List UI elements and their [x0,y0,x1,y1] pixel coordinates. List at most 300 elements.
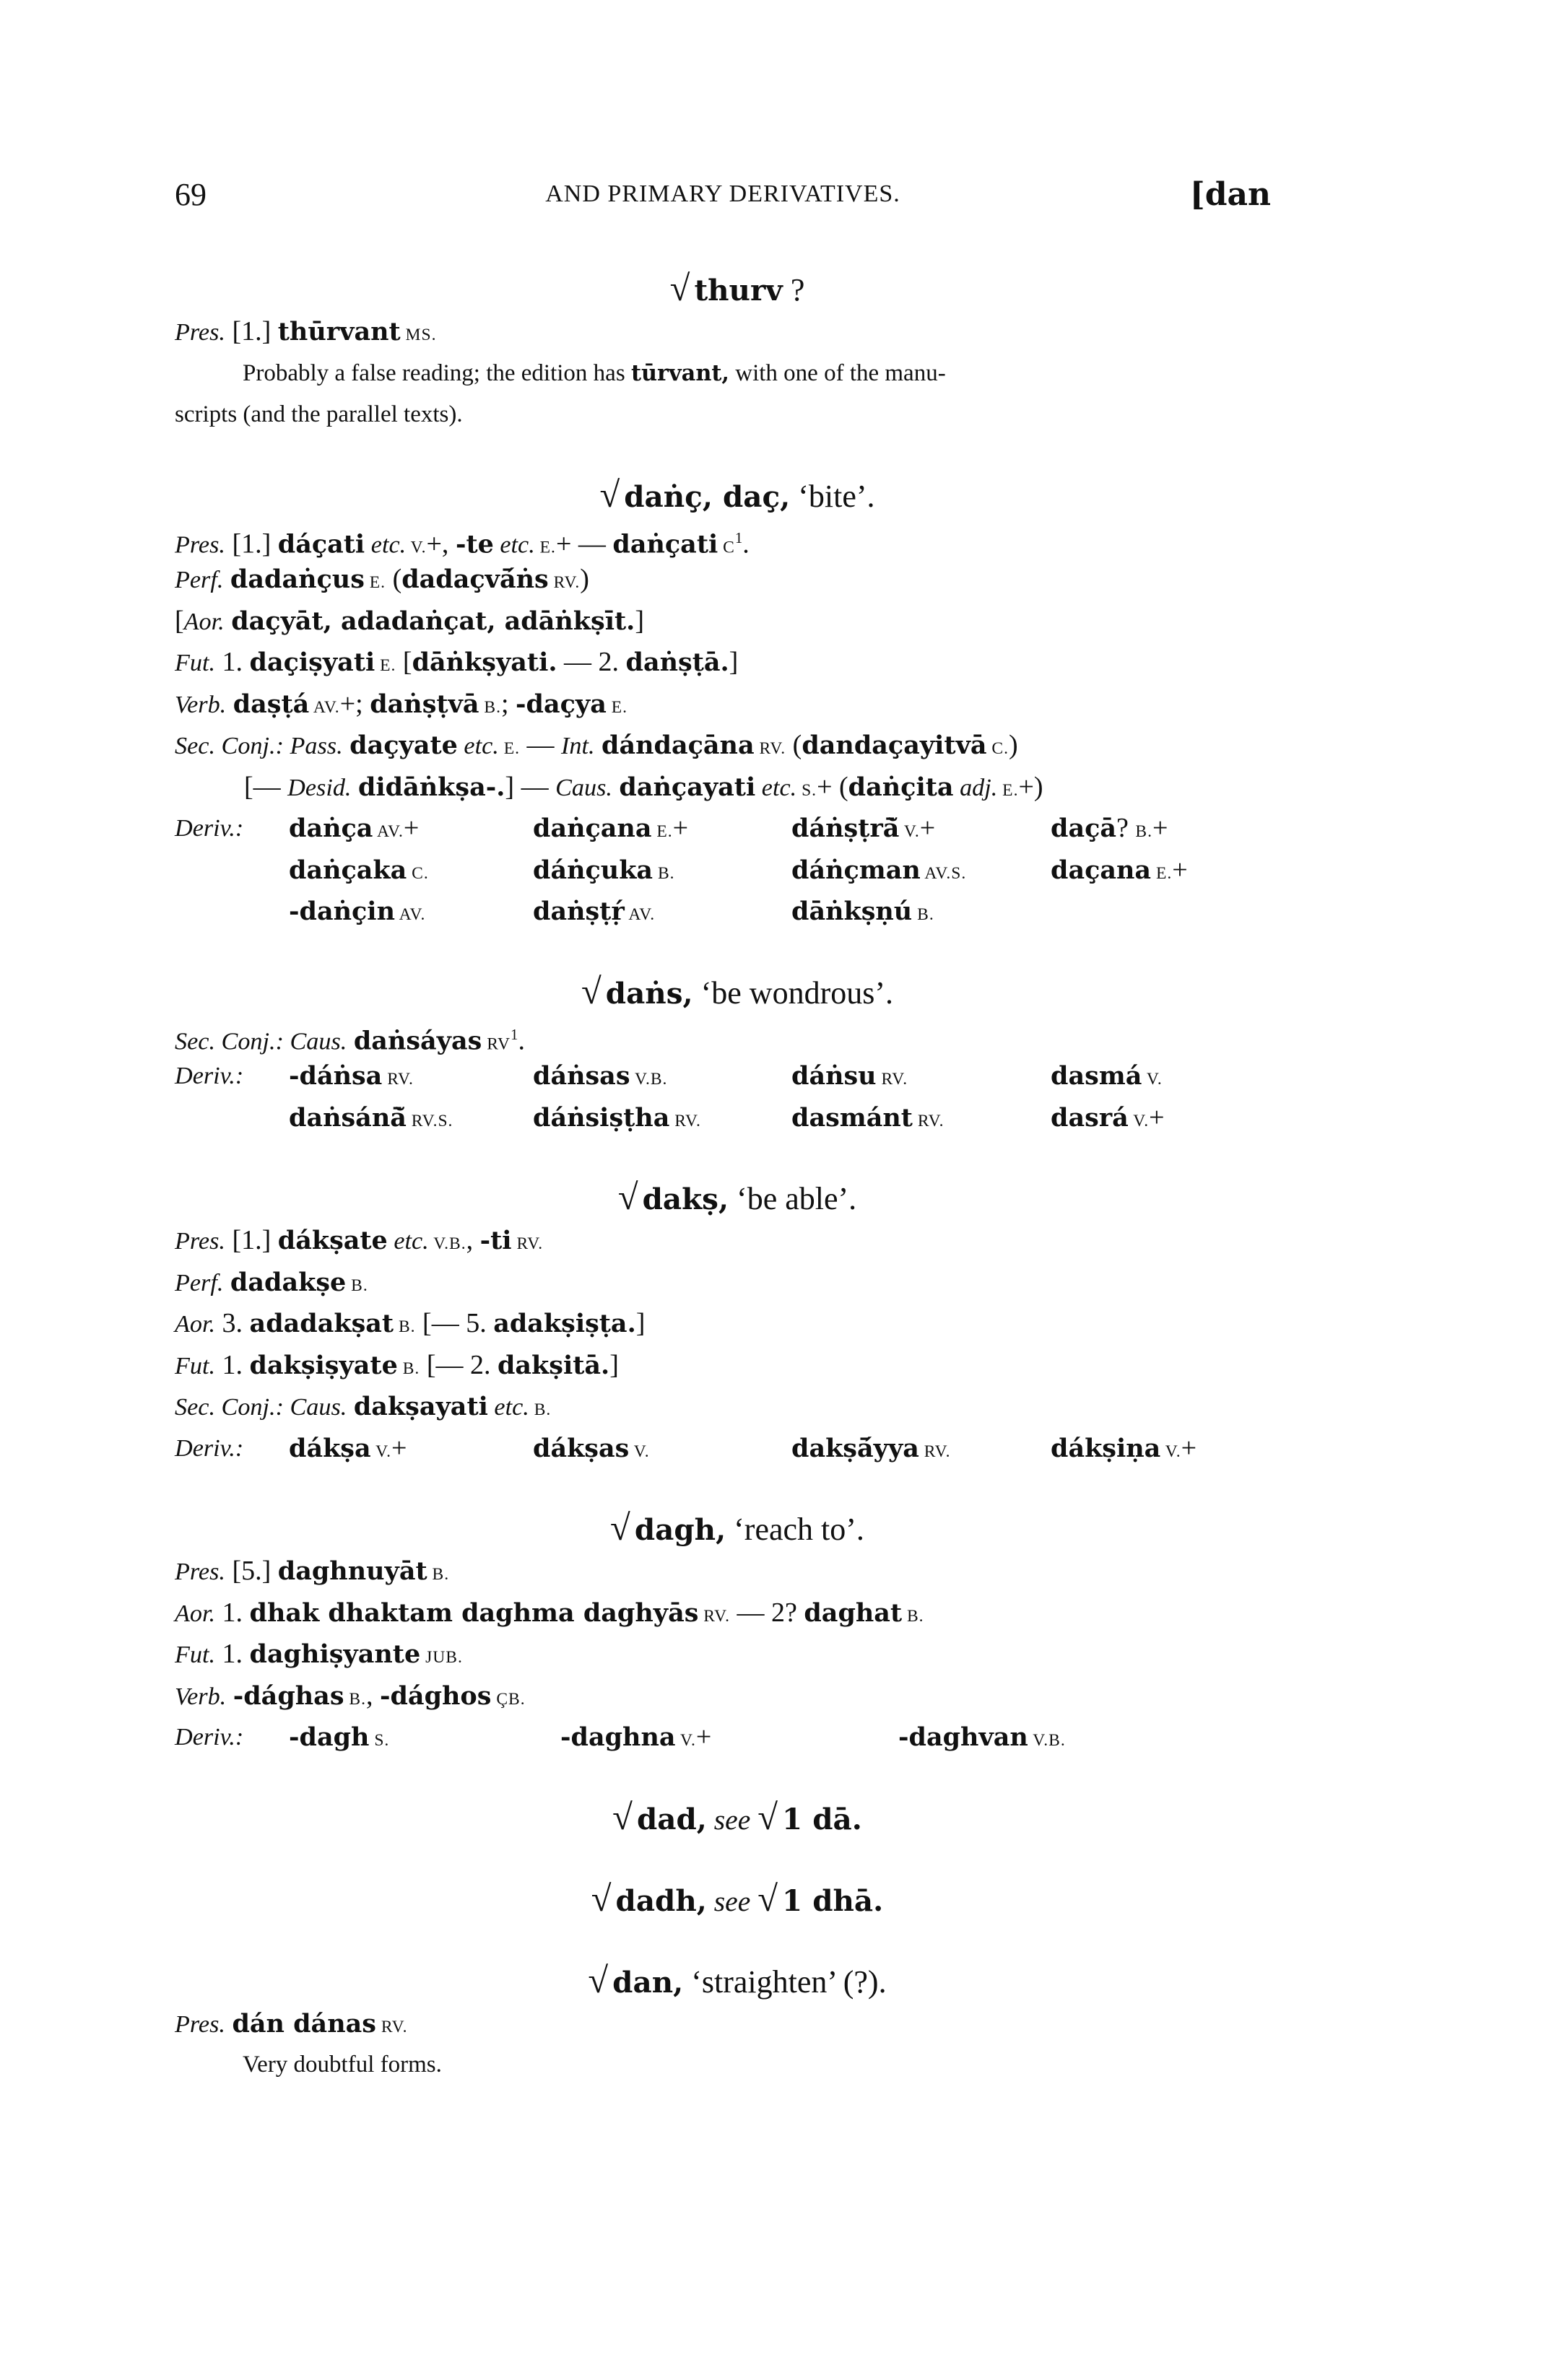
word-form: dandaçayitvā [802,731,987,760]
source-abbreviation: E. [534,538,556,557]
text: 1. [215,1349,250,1380]
dictionary-entries [175,230,1271,2086]
text: ) [1009,730,1018,760]
source-abbreviation: V. [1160,1442,1181,1461]
derivative-item [1051,1428,1197,1473]
word-form: adadakṣat [249,1309,394,1338]
deriv-label: Deriv.: [175,1724,244,1751]
grammar-label: Sec. Conj.: Caus. [175,1394,347,1421]
word-form: dákṣa [289,1433,371,1463]
word-form: dasmá [1051,1061,1142,1091]
source-abbreviation: B. [427,1565,450,1584]
grammar-label: see [706,1803,758,1836]
grammar-label: adj. [953,774,998,801]
derivative-item [533,1428,650,1473]
derivative-item [533,1055,667,1101]
text: + [1181,1432,1197,1463]
word-form: dakṣ, [642,1182,729,1216]
text: + [1149,1102,1165,1133]
word-form: dáṅsu [791,1061,877,1091]
text [347,1025,354,1055]
source-abbreviation: MS. [400,326,437,344]
root-sign-icon: √ [757,1796,778,1837]
entry-line [175,518,1271,559]
grammar-label: Caus. [555,774,612,801]
grammar-label: Pres. [175,1228,225,1255]
word-form: daṣṭá [233,689,310,719]
grammar-label: etc. [493,531,535,559]
root-sign-icon: √ [581,970,602,1011]
root-sign-icon: √ [591,1878,612,1919]
text: ] [635,605,644,636]
derivatives-row [175,1717,1271,1758]
text: ‘be wondrous’. [692,975,893,1011]
derivative-item [898,1717,1066,1762]
text [351,772,358,802]
source-abbreviation: V. [406,538,427,557]
derivative-item [289,1428,407,1473]
word-form: dákṣiṇa [1051,1433,1161,1463]
source-abbreviation: RV.S. [406,1111,453,1130]
word-form: daçā [1051,814,1117,843]
word-form: daṅçaka [289,855,407,885]
grammar-label: see [706,1885,758,1917]
text: + [403,813,420,843]
derivatives-row [175,808,1271,850]
guide-word: [dan [1189,176,1271,213]
running-title: AND PRIMARY DERIVATIVES. [545,180,900,207]
source-abbreviation: V. [899,822,920,841]
word-form: daṅṣṭvā [370,689,479,719]
word-form: -daṅçin [289,897,395,926]
text: Probably a false reading; the edition has [243,359,631,386]
page-number: 69 [175,177,207,212]
derivative-item [791,808,935,853]
source-abbreviation: B. [912,905,934,924]
word-form: dad, [636,1801,707,1836]
text: ) [580,564,589,594]
word-form: dan, [612,1964,684,2000]
word-form: daçyāt, adadaṅçat, adāṅkṣīt. [231,606,635,636]
text: [5.] [225,1556,278,1586]
entry-line [175,1634,1271,1675]
word-form: dákṣas [533,1433,630,1463]
text: [— 2. [420,1349,498,1380]
text: + [672,813,689,843]
source-abbreviation: RV. [669,1111,701,1130]
word-form: dadaṅçus [230,565,365,594]
entry-heading [175,266,1271,311]
source-abbreviation: E. [651,822,673,841]
text: [— 5. [415,1308,494,1338]
text: +; [339,688,370,719]
source-abbreviation: V. [675,1731,696,1750]
root-entry [175,266,1271,436]
source-abbreviation: RV. [511,1234,544,1253]
word-form: dakṣā́yya [791,1433,919,1463]
word-form: -dagh [289,1722,370,1752]
text: + [391,1432,407,1463]
source-abbreviation: C. [986,739,1009,758]
source-abbreviation: RV. [382,1070,414,1089]
source-abbreviation: B. [479,697,501,717]
text: 1. [215,647,250,677]
word-form: thūrvant [277,317,401,346]
derivatives-row [175,1428,1271,1470]
source-abbreviation: E. [364,573,386,592]
derivatives-row [175,1097,1271,1139]
text: + [1172,854,1188,885]
word-form: daṅsánā̆ [289,1102,407,1133]
grammar-label: Verb. [175,691,227,718]
entry-line [175,1220,1271,1262]
word-form: daçyate [349,731,458,760]
entry-line [175,1592,1271,1634]
source-abbreviation: RV. [548,573,581,592]
word-form: 1 dhā. [781,1883,884,1918]
source-abbreviation: RV. [912,1111,944,1130]
derivative-item [289,891,425,936]
text: — [519,730,561,760]
word-form: -daghna [560,1722,676,1752]
source-abbreviation: S. [369,1731,390,1750]
word-form: didāṅkṣa-. [357,772,505,802]
text: ] [635,1308,646,1338]
entry-line [175,311,1271,353]
root-entry [175,1876,1271,1922]
text: 3. [215,1308,250,1338]
grammar-label: Pres. [175,1559,225,1585]
word-form: dadakṣe [230,1267,347,1297]
derivative-item [1051,850,1188,895]
text: — 2. [557,647,626,677]
word-form: 1 dā. [781,1801,862,1836]
word-form: dáṅçman [791,855,921,885]
derivative-item [1051,1055,1163,1101]
word-form: tūrvant, [630,359,730,386]
root-sign-icon: √ [617,1177,638,1217]
text: ( [386,564,402,594]
derivative-item [791,891,934,936]
word-form: daṅça [289,814,373,843]
word-form: dakṣitā. [497,1350,610,1380]
root-sign-icon: √ [612,1796,633,1837]
derivative-item [791,1097,944,1143]
word-form: dándaçāna [602,731,755,760]
source-abbreviation: C [718,538,735,557]
text [226,1681,233,1711]
text: + ( [817,771,848,802]
entry-line [175,559,1271,601]
entry-line [175,1675,1271,1717]
text [223,1267,230,1297]
source-abbreviation: V.B. [630,1070,668,1089]
source-abbreviation: JUB. [420,1648,463,1667]
word-form: dáçati [277,529,365,559]
source-abbreviation: B. [346,1276,368,1295]
text: ] — [505,771,556,802]
derivative-item [533,891,655,936]
text: 1. [215,1597,250,1628]
text [347,1391,354,1421]
grammar-label: Pres. [175,319,225,346]
entry-line [175,1262,1271,1304]
root-sign-icon: √ [599,474,620,515]
text: [ [175,605,184,636]
text: ? [782,272,805,308]
word-form: daṅsáyas [353,1026,482,1056]
text: with one of the manu- [729,359,946,386]
text: ] [609,1349,619,1380]
text: — 2? [729,1597,804,1628]
derivative-item [289,1055,414,1101]
text: +, [426,528,456,559]
source-abbreviation: RV. [698,1606,730,1626]
source-abbreviation: V. [1128,1111,1150,1130]
grammar-label: etc. [487,1394,529,1421]
grammar-label: Aor. [175,1311,216,1338]
entry-line [175,394,1271,436]
derivative-item [533,850,675,895]
entry-line [175,684,1271,725]
derivative-item [791,850,966,895]
word-form: dán dánas [232,2008,376,2039]
source-abbreviation: E. [375,656,396,675]
word-form: dáṅçuka [533,855,653,885]
text: [1.] [225,1225,278,1255]
text: ? [1116,813,1136,843]
text: ( [786,730,802,760]
entry-heading [175,1958,1271,2003]
entry-line [175,2044,1271,2086]
word-form: dáṅsas [533,1061,630,1091]
text: + [919,813,936,843]
word-form: dáṅsiṣṭha [533,1102,670,1133]
source-abbreviation: RV. [375,2017,408,2036]
word-form: dhak dhaktam daghma daghyās [249,1597,699,1628]
grammar-label: Pres. [175,531,225,559]
word-form: dakṣiṣyate [249,1350,398,1380]
source-abbreviation: E. [997,780,1019,800]
word-form: dadaçvā́ṅs [401,565,549,594]
derivative-item [289,1717,389,1762]
source-abbreviation: V.B. [428,1234,466,1253]
text: Very doubtful forms. [243,2052,442,2078]
entry-line [175,1386,1271,1428]
derivative-item [791,1055,908,1101]
text [343,730,350,760]
source-abbreviation: AV. [624,905,656,924]
word-form: daṅçayati [619,772,756,802]
text [612,772,620,802]
text: 1 [734,528,743,546]
root-entry [175,1795,1271,1840]
word-form: -ti [479,1226,512,1255]
grammar-label: Int. [560,733,595,759]
root-entry [175,969,1271,1139]
derivative-item [1051,808,1168,853]
text: + — [555,528,613,559]
word-form: dāṅkṣṇú [791,897,913,926]
page-header [175,176,1271,219]
text: ; [500,688,516,719]
deriv-label: Deriv.: [175,815,244,842]
word-form: daghnuyāt [277,1556,427,1586]
grammar-label: etc. [387,1228,429,1255]
word-form: daṅs, [605,975,693,1011]
root-sign-icon: √ [757,1878,778,1919]
word-form: dákṣate [277,1226,388,1255]
grammar-label: Fut. [175,1642,216,1668]
derivatives-row [175,850,1271,892]
derivative-item [1051,1097,1165,1143]
text: +) [1018,771,1043,802]
source-abbreviation: V.B. [1028,1731,1066,1750]
entry-heading [175,472,1271,518]
grammar-label: Fut. [175,650,216,676]
word-form: daṅṣṭā. [625,648,729,677]
text [225,606,232,636]
source-abbreviation: AV.S. [920,863,967,883]
word-form: -daçya [516,689,607,719]
text: ‘reach to’. [726,1512,864,1547]
text: ‘bite’. [790,478,875,514]
word-form: -te [455,529,494,559]
word-form: daçiṣyati [249,648,375,677]
root-entry [175,1174,1271,1469]
entry-heading [175,1795,1271,1840]
source-abbreviation: V. [629,1442,650,1461]
root-sign-icon: √ [610,1507,630,1548]
source-abbreviation: RV. [919,1442,951,1461]
entry-line [175,353,1271,395]
grammar-label: Aor. [183,608,225,635]
source-abbreviation: RV. [876,1070,908,1089]
text: + [695,1722,712,1752]
derivative-item [560,1717,711,1762]
word-form: dasrá [1051,1102,1129,1133]
source-abbreviation: AV. [309,697,340,717]
source-abbreviation: E. [606,697,628,717]
entry-line [175,642,1271,684]
text: [1.] [225,528,278,559]
text: [— [244,771,288,802]
source-abbreviation: B. [653,863,675,883]
source-abbreviation: AV. [373,822,404,841]
derivatives-row [175,891,1271,933]
source-abbreviation: B. [394,1317,416,1336]
text [226,689,233,719]
text: , [466,1225,480,1255]
grammar-label: Desid. [287,774,352,801]
entry-line [175,725,1271,767]
word-form: -dághos [379,1681,492,1711]
word-form: dasmánt [791,1102,913,1133]
grammar-label: Perf. [175,1269,224,1296]
grammar-label: Fut. [175,1352,216,1379]
source-abbreviation: B. [397,1359,420,1378]
grammar-label: etc. [365,531,407,559]
text: , [365,1680,380,1711]
source-abbreviation: RV [482,1034,511,1054]
word-form: daṅç, daç, [624,479,791,514]
entry-line [175,1551,1271,1592]
word-form: daçana [1051,855,1152,885]
entry-heading [175,1876,1271,1922]
source-abbreviation: ÇB. [491,1689,526,1709]
grammar-label: Perf. [175,567,224,593]
root-sign-icon: √ [669,268,690,308]
entry-heading [175,1174,1271,1220]
text: . [518,1025,525,1056]
source-abbreviation: B. [1135,822,1152,841]
word-form: daṅçati [612,529,718,559]
derivative-item [289,808,419,853]
grammar-label: etc. [755,774,797,801]
word-form: dáṅṣṭrā̆ [791,814,900,843]
word-form: daṅṣṭṛ́ [533,897,625,926]
entry-line [175,601,1271,642]
word-form: dakṣayati [353,1392,488,1421]
source-abbreviation: E. [498,739,520,758]
derivative-item [289,850,429,895]
grammar-label: Sec. Conj.: Pass. [175,733,343,759]
derivative-item [791,1428,950,1473]
root-entry [175,472,1271,933]
text [595,730,602,760]
word-form: daṅçita [848,772,954,802]
source-abbreviation: B. [344,1689,366,1709]
text: + [1152,813,1168,843]
source-abbreviation: V. [1142,1070,1163,1089]
word-form: dadh, [615,1883,707,1918]
word-form: -dághas [233,1681,344,1711]
word-form: thurv [694,273,783,308]
text: scripts (and the parallel texts). [175,401,463,427]
deriv-label: Deriv.: [175,1434,244,1462]
grammar-label: Verb. [175,1683,227,1710]
entry-line [175,1345,1271,1387]
word-form: dāṅkṣyati. [412,648,557,677]
word-form: daghiṣyante [249,1639,421,1669]
word-form: dagh, [634,1512,726,1547]
text: [1.] [225,316,278,346]
entry-heading [175,969,1271,1014]
deriv-label: Deriv.: [175,1063,244,1089]
word-form: adakṣiṣṭa. [493,1309,636,1338]
word-form: -daghvan [898,1722,1028,1752]
derivative-item [533,1097,701,1143]
entry-line [175,2003,1271,2045]
grammar-label: Aor. [175,1600,216,1627]
root-entry [175,1958,1271,2086]
grammar-label: etc. [457,733,499,759]
source-abbreviation: RV. [754,739,786,758]
source-abbreviation: V. [370,1442,391,1461]
entry-line [175,1014,1271,1056]
word-form: daghat [804,1597,903,1628]
derivatives-row [175,1055,1271,1097]
text: 1. [215,1639,250,1669]
source-abbreviation: AV. [394,905,426,924]
source-abbreviation: E. [1151,863,1173,883]
source-abbreviation: S. [796,780,817,800]
text: ‘be able’. [729,1181,857,1216]
text: [ [396,647,412,677]
text: ‘straighten’ (?). [683,1963,887,2000]
text [223,564,230,594]
derivative-item [533,808,688,853]
